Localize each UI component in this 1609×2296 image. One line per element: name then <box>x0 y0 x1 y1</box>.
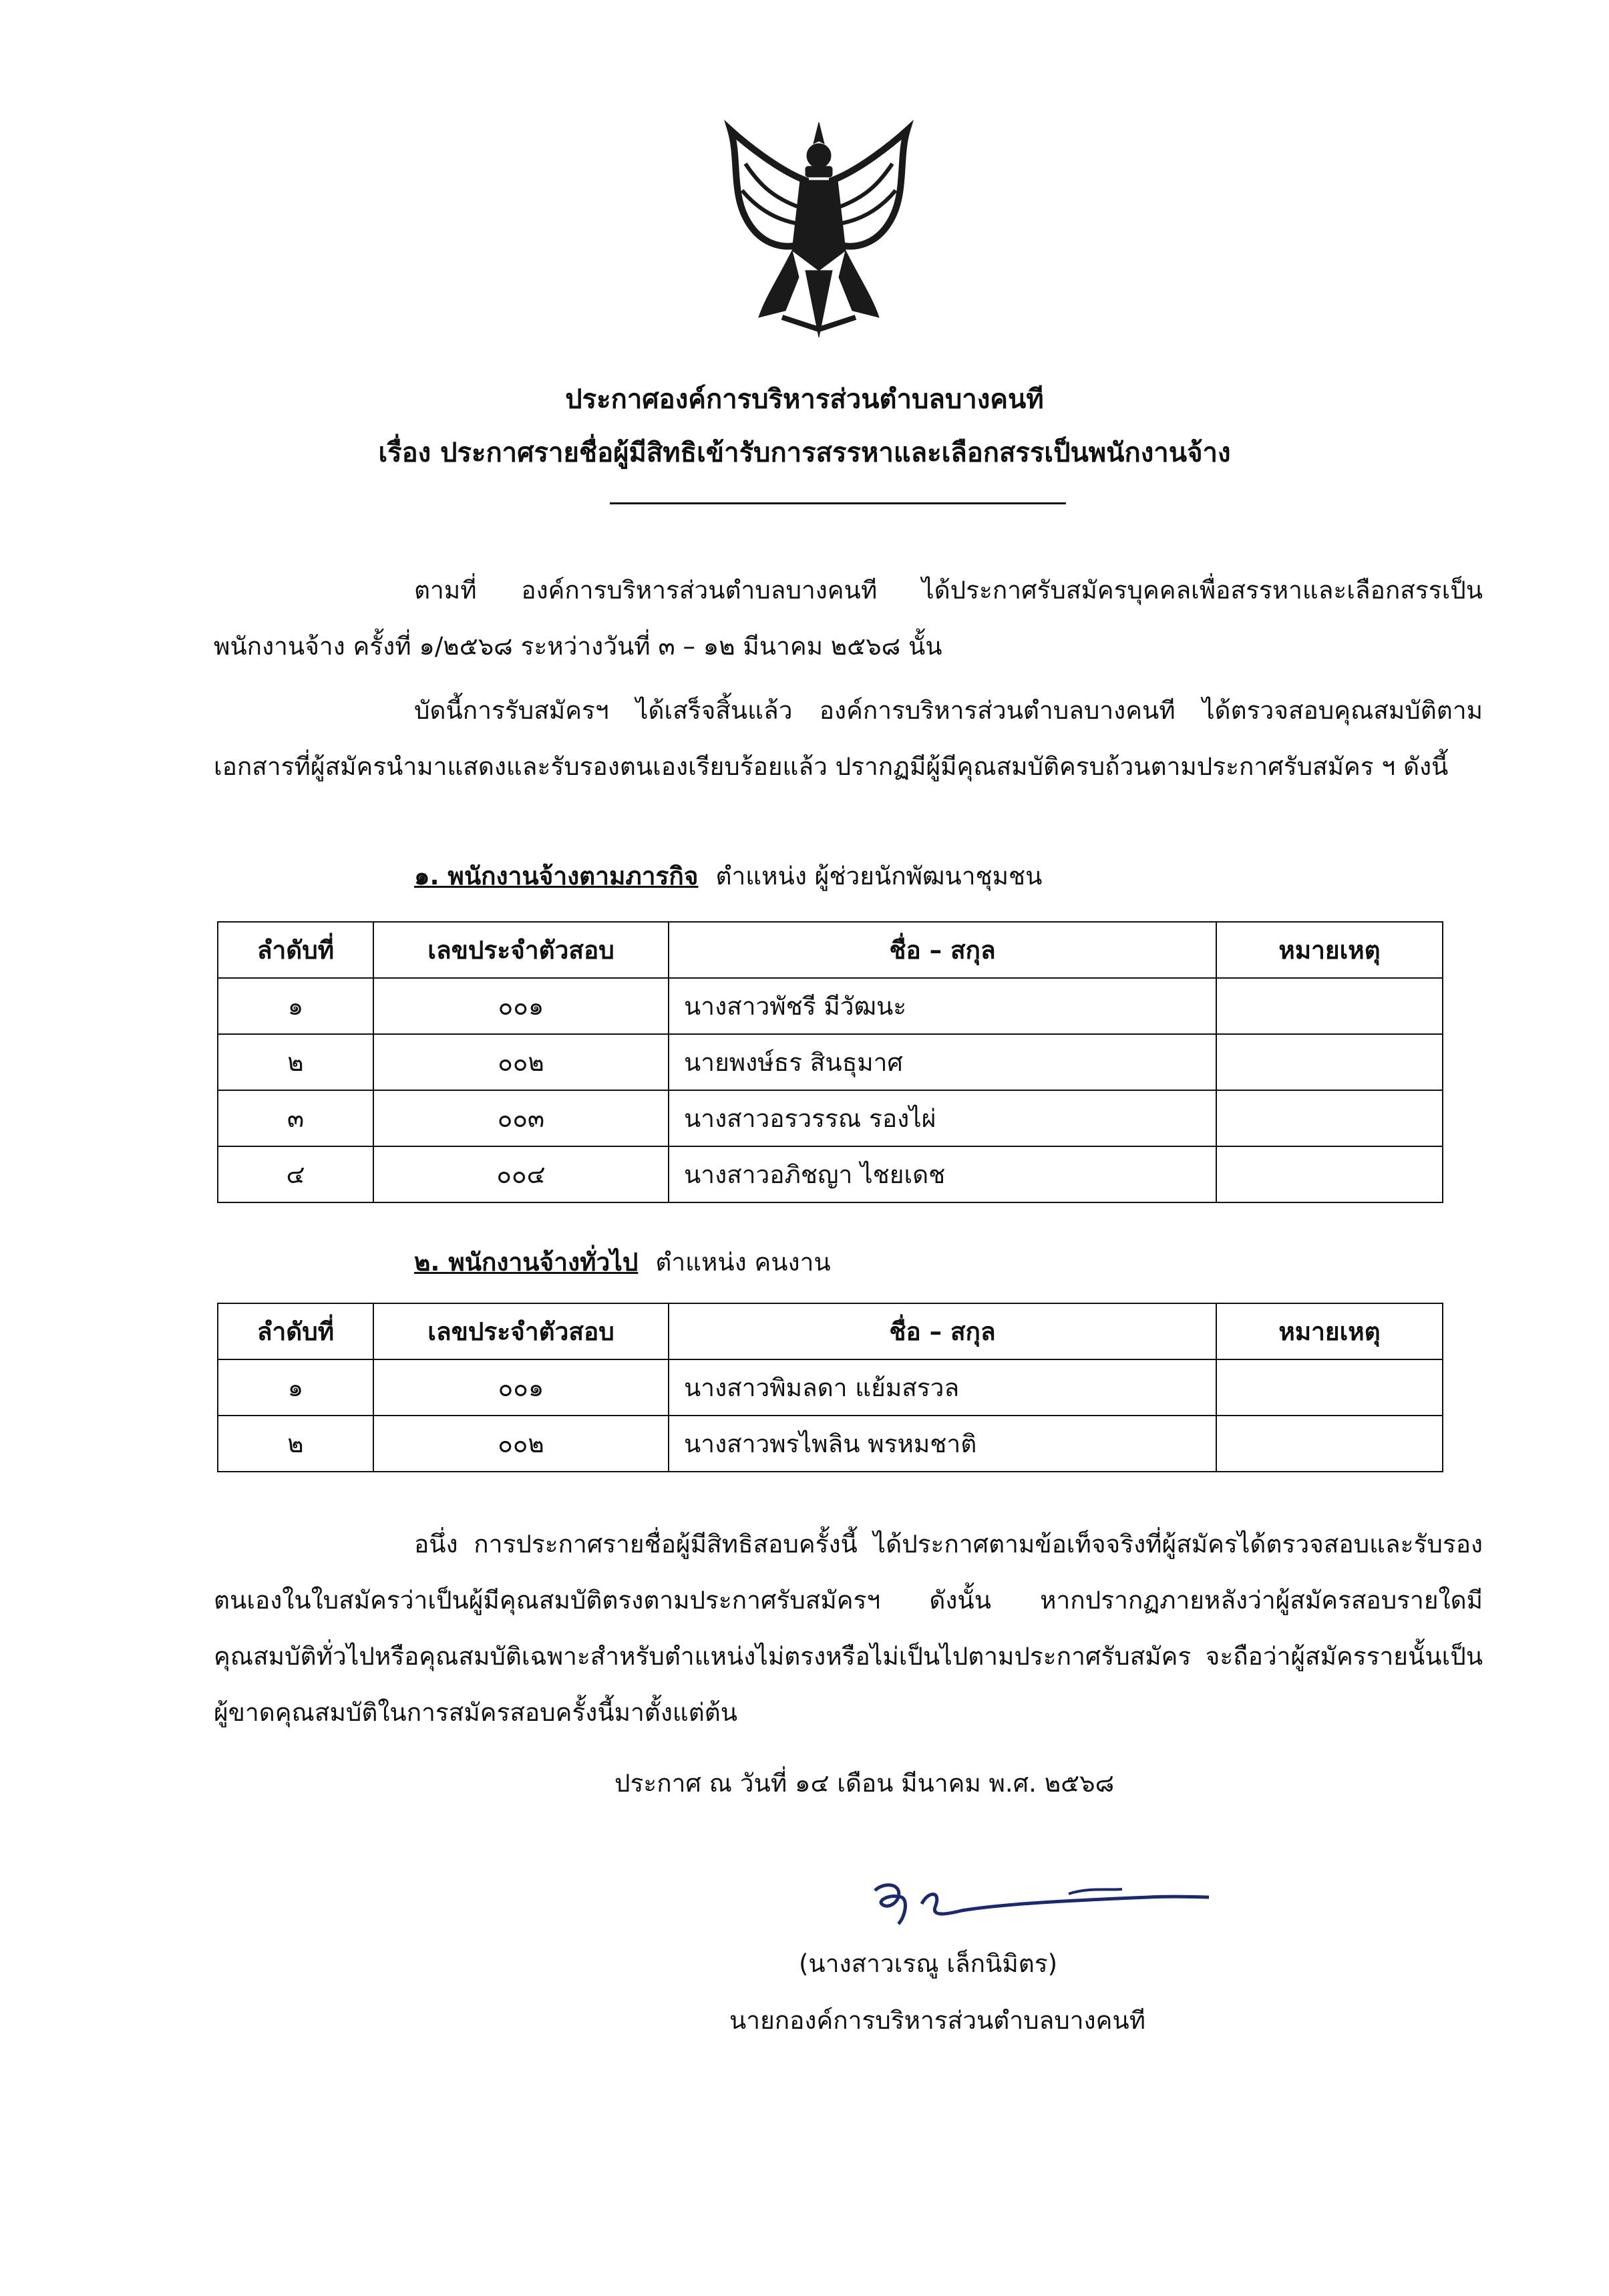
table-row <box>218 1416 1443 1472</box>
section1-position: ตำแหน่ง ผู้ช่วยนักพัฒนาชุมชน <box>715 862 1043 890</box>
section2-heading <box>414 1243 831 1282</box>
section2-position: ตำแหน่ง คนงาน <box>655 1248 831 1277</box>
col-name: ชื่อ – สกุล <box>669 1303 1216 1359</box>
row-order: ๔ <box>218 1146 373 1202</box>
col-name: ชื่อ – สกุล <box>669 922 1216 978</box>
section1-heading <box>414 856 1042 896</box>
paragraph-disclaimer <box>214 1516 1483 1741</box>
paragraph-intro-text: ตามที่ องค์การบริหารส่วนตำบลบางคนที ได้ประกาศรับสมัครบุคคลเพื่อสรรหาและเลือกสรรเป็นพนักงานจ้าง ครั้งที่ ๑/๒๕๖๘ ระหว่างวันที่ ๓ – ๑๒ มีนาคม ๒๕๖๘ นั้น <box>214 576 1483 661</box>
table-header-row <box>218 922 1443 978</box>
row-note <box>1216 1034 1443 1090</box>
title-divider <box>610 502 1066 504</box>
row-name: นางสาวอรวรรณ รองไผ่ <box>669 1090 1216 1146</box>
section1-table <box>217 921 1443 1203</box>
row-name: นางสาวพัชรี มีวัฒนะ <box>669 978 1216 1034</box>
signer-name: (นางสาวเรณู เล็กนิมิตร) <box>799 1949 1058 1978</box>
paragraph-result <box>214 683 1483 795</box>
section2-table <box>217 1303 1443 1472</box>
signature-icon <box>868 1864 1216 1944</box>
row-exam-id: ๐๐๔ <box>373 1146 669 1202</box>
section2-title: ๒. พนักงานจ้างทั่วไป <box>414 1248 639 1277</box>
section1-title: ๑. พนักงานจ้างตามภารกิจ <box>414 862 699 890</box>
paragraph-disclaimer-text: อนึ่ง การประกาศรายชื่อผู้มีสิทธิสอบครั้งนี้ ได้ประกาศตามข้อเท็จจริงที่ผู้สมัครได้ตรวจสอบและรับรองตนเองในใบสมัครว่าเป็นผู้มีคุณสมบัติตรงตามประกาศรับสมัครฯ ดังนั้น หากปรากฏภายหลังว่าผู้สมัครสอบรายใดมีคุณสมบัติทั่วไปหรือคุณสมบัติเฉพาะสำหรับตำแหน่งไม่ตรงหรือไม่เป็นไปตามประกาศรับสมัคร จะถือว่าผู้สมัครรายนั้นเป็นผู้ขาดคุณสมบัติในการสมัครสอบครั้งนี้มาตั้งแต่ต้น <box>214 1530 1483 1727</box>
row-note <box>1216 1416 1443 1472</box>
row-exam-id: ๐๐๑ <box>373 978 669 1034</box>
row-order: ๒ <box>218 1034 373 1090</box>
row-exam-id: ๐๐๒ <box>373 1034 669 1090</box>
row-order: ๓ <box>218 1090 373 1146</box>
table-row <box>218 1146 1443 1202</box>
row-order: ๑ <box>218 978 373 1034</box>
table-row <box>218 1090 1443 1146</box>
col-order: ลำดับที่ <box>218 922 373 978</box>
table-header-row <box>218 1303 1443 1359</box>
row-note <box>1216 1090 1443 1146</box>
table-row <box>218 1034 1443 1090</box>
col-exam-id: เลขประจำตัวสอบ <box>373 1303 669 1359</box>
paragraph-result-text: บัดนี้การรับสมัครฯ ได้เสร็จสิ้นแล้ว องค์การบริหารส่วนตำบลบางคนที ได้ตรวจสอบคุณสมบัติตามเอกสารที่ผู้สมัครนำมาแสดงและรับรองตนเองเรียบร้อยแล้ว ปรากฏมีผู้มีคุณสมบัติครบถ้วนตามประกาศรับสมัคร ฯ ดังนี้ <box>214 696 1483 781</box>
row-name: นางสาวพิมลดา แย้มสรวล <box>669 1359 1216 1416</box>
table-row <box>218 1359 1443 1416</box>
row-exam-id: ๐๐๒ <box>373 1416 669 1472</box>
col-order: ลำดับที่ <box>218 1303 373 1359</box>
garuda-emblem-icon <box>719 117 919 344</box>
paragraph-intro <box>214 562 1483 675</box>
row-exam-id: ๐๐๑ <box>373 1359 669 1416</box>
row-exam-id: ๐๐๓ <box>373 1090 669 1146</box>
announcement-date: ประกาศ ณ วันที่ ๑๔ เดือน มีนาคม พ.ศ. ๒๕๖๘ <box>614 1769 1115 1798</box>
row-name: นางสาวพรไพลิน พรหมชาติ <box>669 1416 1216 1472</box>
document-subject: เรื่อง ประกาศรายชื่อผู้มีสิทธิเข้ารับการสรรหาและเลือกสรรเป็นพนักงานจ้าง <box>378 438 1231 468</box>
row-note <box>1216 1146 1443 1202</box>
row-note <box>1216 978 1443 1034</box>
col-exam-id: เลขประจำตัวสอบ <box>373 922 669 978</box>
table-row <box>218 978 1443 1034</box>
row-order: ๑ <box>218 1359 373 1416</box>
row-order: ๒ <box>218 1416 373 1472</box>
document-title: ประกาศองค์การบริหารส่วนตำบลบางคนที <box>565 384 1044 415</box>
signer-position: นายกองค์การบริหารส่วนตำบลบางคนที <box>729 2006 1146 2035</box>
col-note: หมายเหตุ <box>1216 1303 1443 1359</box>
row-name: นายพงษ์ธร สินธุมาศ <box>669 1034 1216 1090</box>
row-name: นางสาวอภิชญา ไชยเดช <box>669 1146 1216 1202</box>
col-note: หมายเหตุ <box>1216 922 1443 978</box>
row-note <box>1216 1359 1443 1416</box>
